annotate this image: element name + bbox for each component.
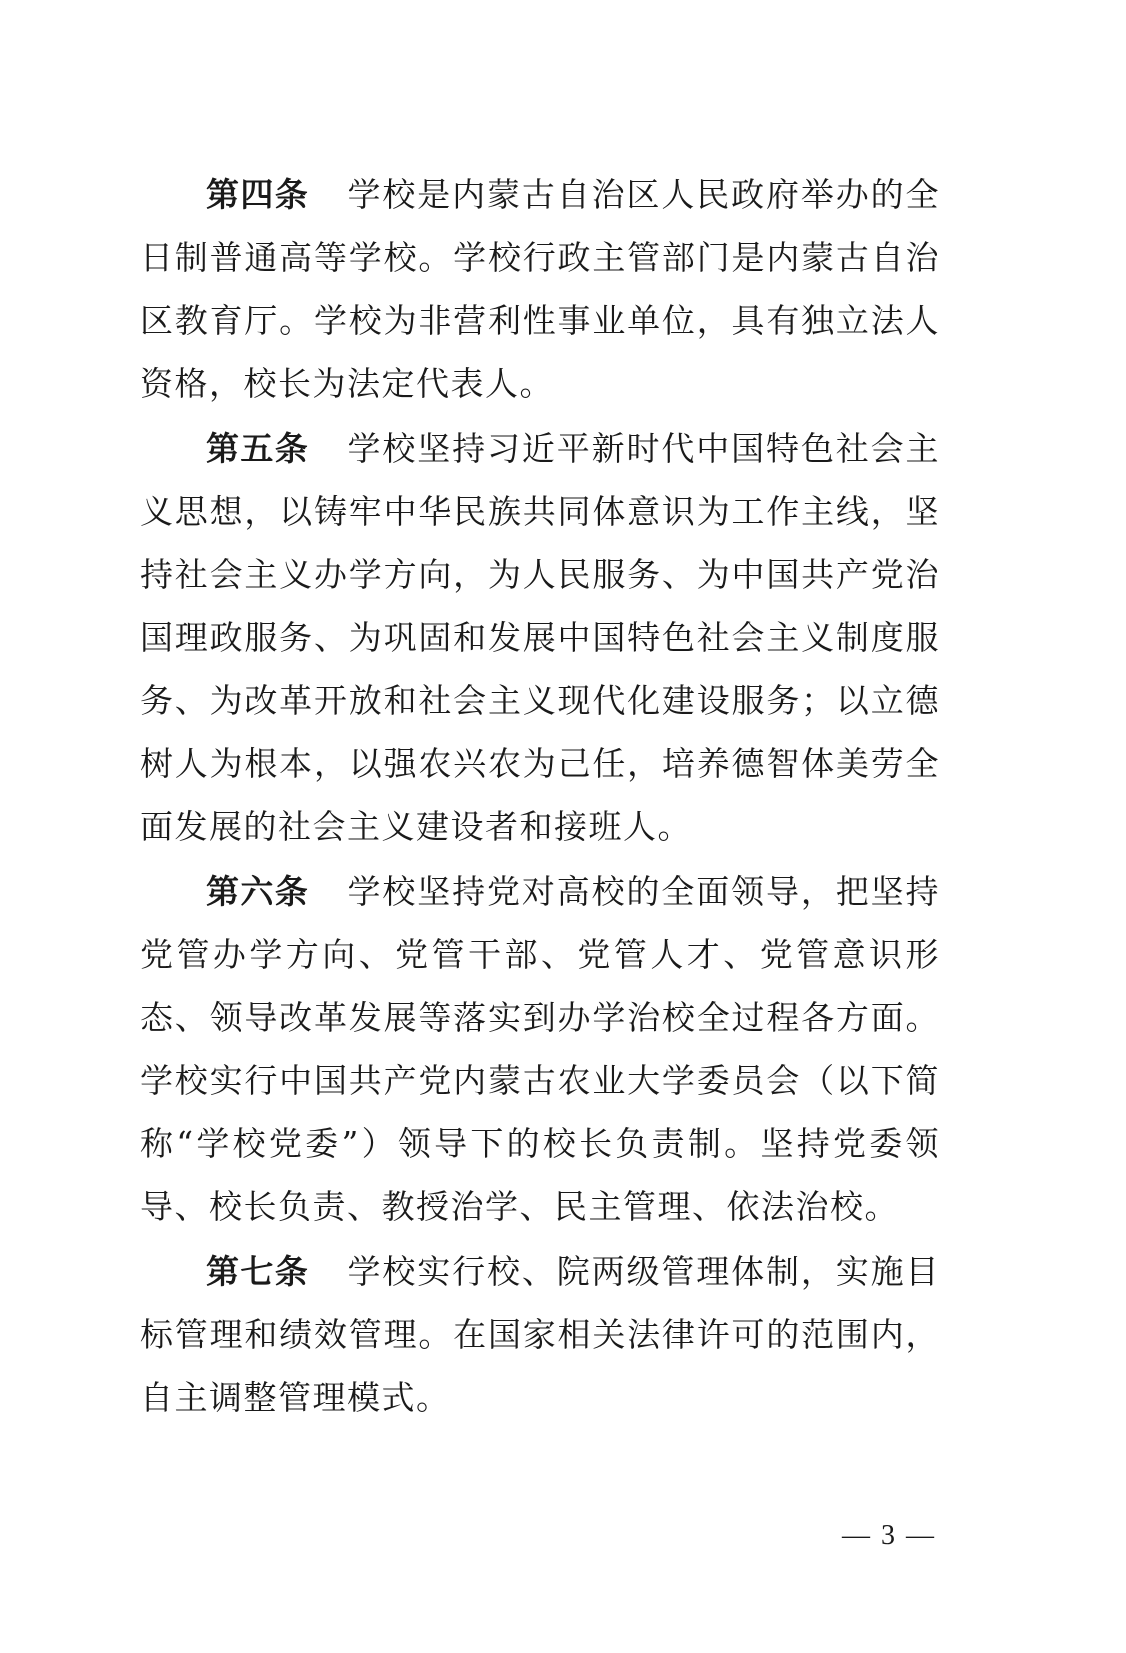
article-6-title: 第六条 xyxy=(206,872,310,911)
article-6 xyxy=(140,860,940,1238)
document-content xyxy=(140,163,940,1429)
article-7 xyxy=(140,1240,940,1429)
article-4-title: 第四条 xyxy=(206,175,310,214)
article-7-title: 第七条 xyxy=(206,1252,310,1291)
article-7-body: 学校实行校、院两级管理体制，实施目标管理和绩效管理。在国家相关法律许可的范围内，自主调整管理模式。 xyxy=(140,1252,940,1417)
article-5-title: 第五条 xyxy=(206,429,310,468)
article-5-body: 学校坚持习近平新时代中国特色社会主义思想，以铸牢中华民族共同体意识为工作主线，坚持社会主义办学方向，为人民服务、为中国共产党治国理政服务、为巩固和发展中国特色社会主义制度服务、为改革开放和社会主义现代化建设服务；以立德树人为根本，以强农兴农为己任，培养德智体美劳全面发展的社会主义建设者和接班人。 xyxy=(140,429,940,846)
article-4-body: 学校是内蒙古自治区人民政府举办的全日制普通高等学校。学校行政主管部门是内蒙古自治区教育厅。学校为非营利性事业单位，具有独立法人资格，校长为法定代表人。 xyxy=(140,175,940,403)
article-6-body: 学校坚持党对高校的全面领导，把坚持党管办学方向、党管干部、党管人才、党管意识形态、领导改革发展等落实到办学治校全过程各方面。学校实行中国共产党内蒙古农业大学委员会（以下简称“学校党委”）领导下的校长负责制。坚持党委领导、校长负责、教授治学、民主管理、依法治校。 xyxy=(140,872,940,1226)
article-4 xyxy=(140,163,940,415)
article-5 xyxy=(140,417,940,858)
page-number: — 3 — xyxy=(842,1520,936,1551)
